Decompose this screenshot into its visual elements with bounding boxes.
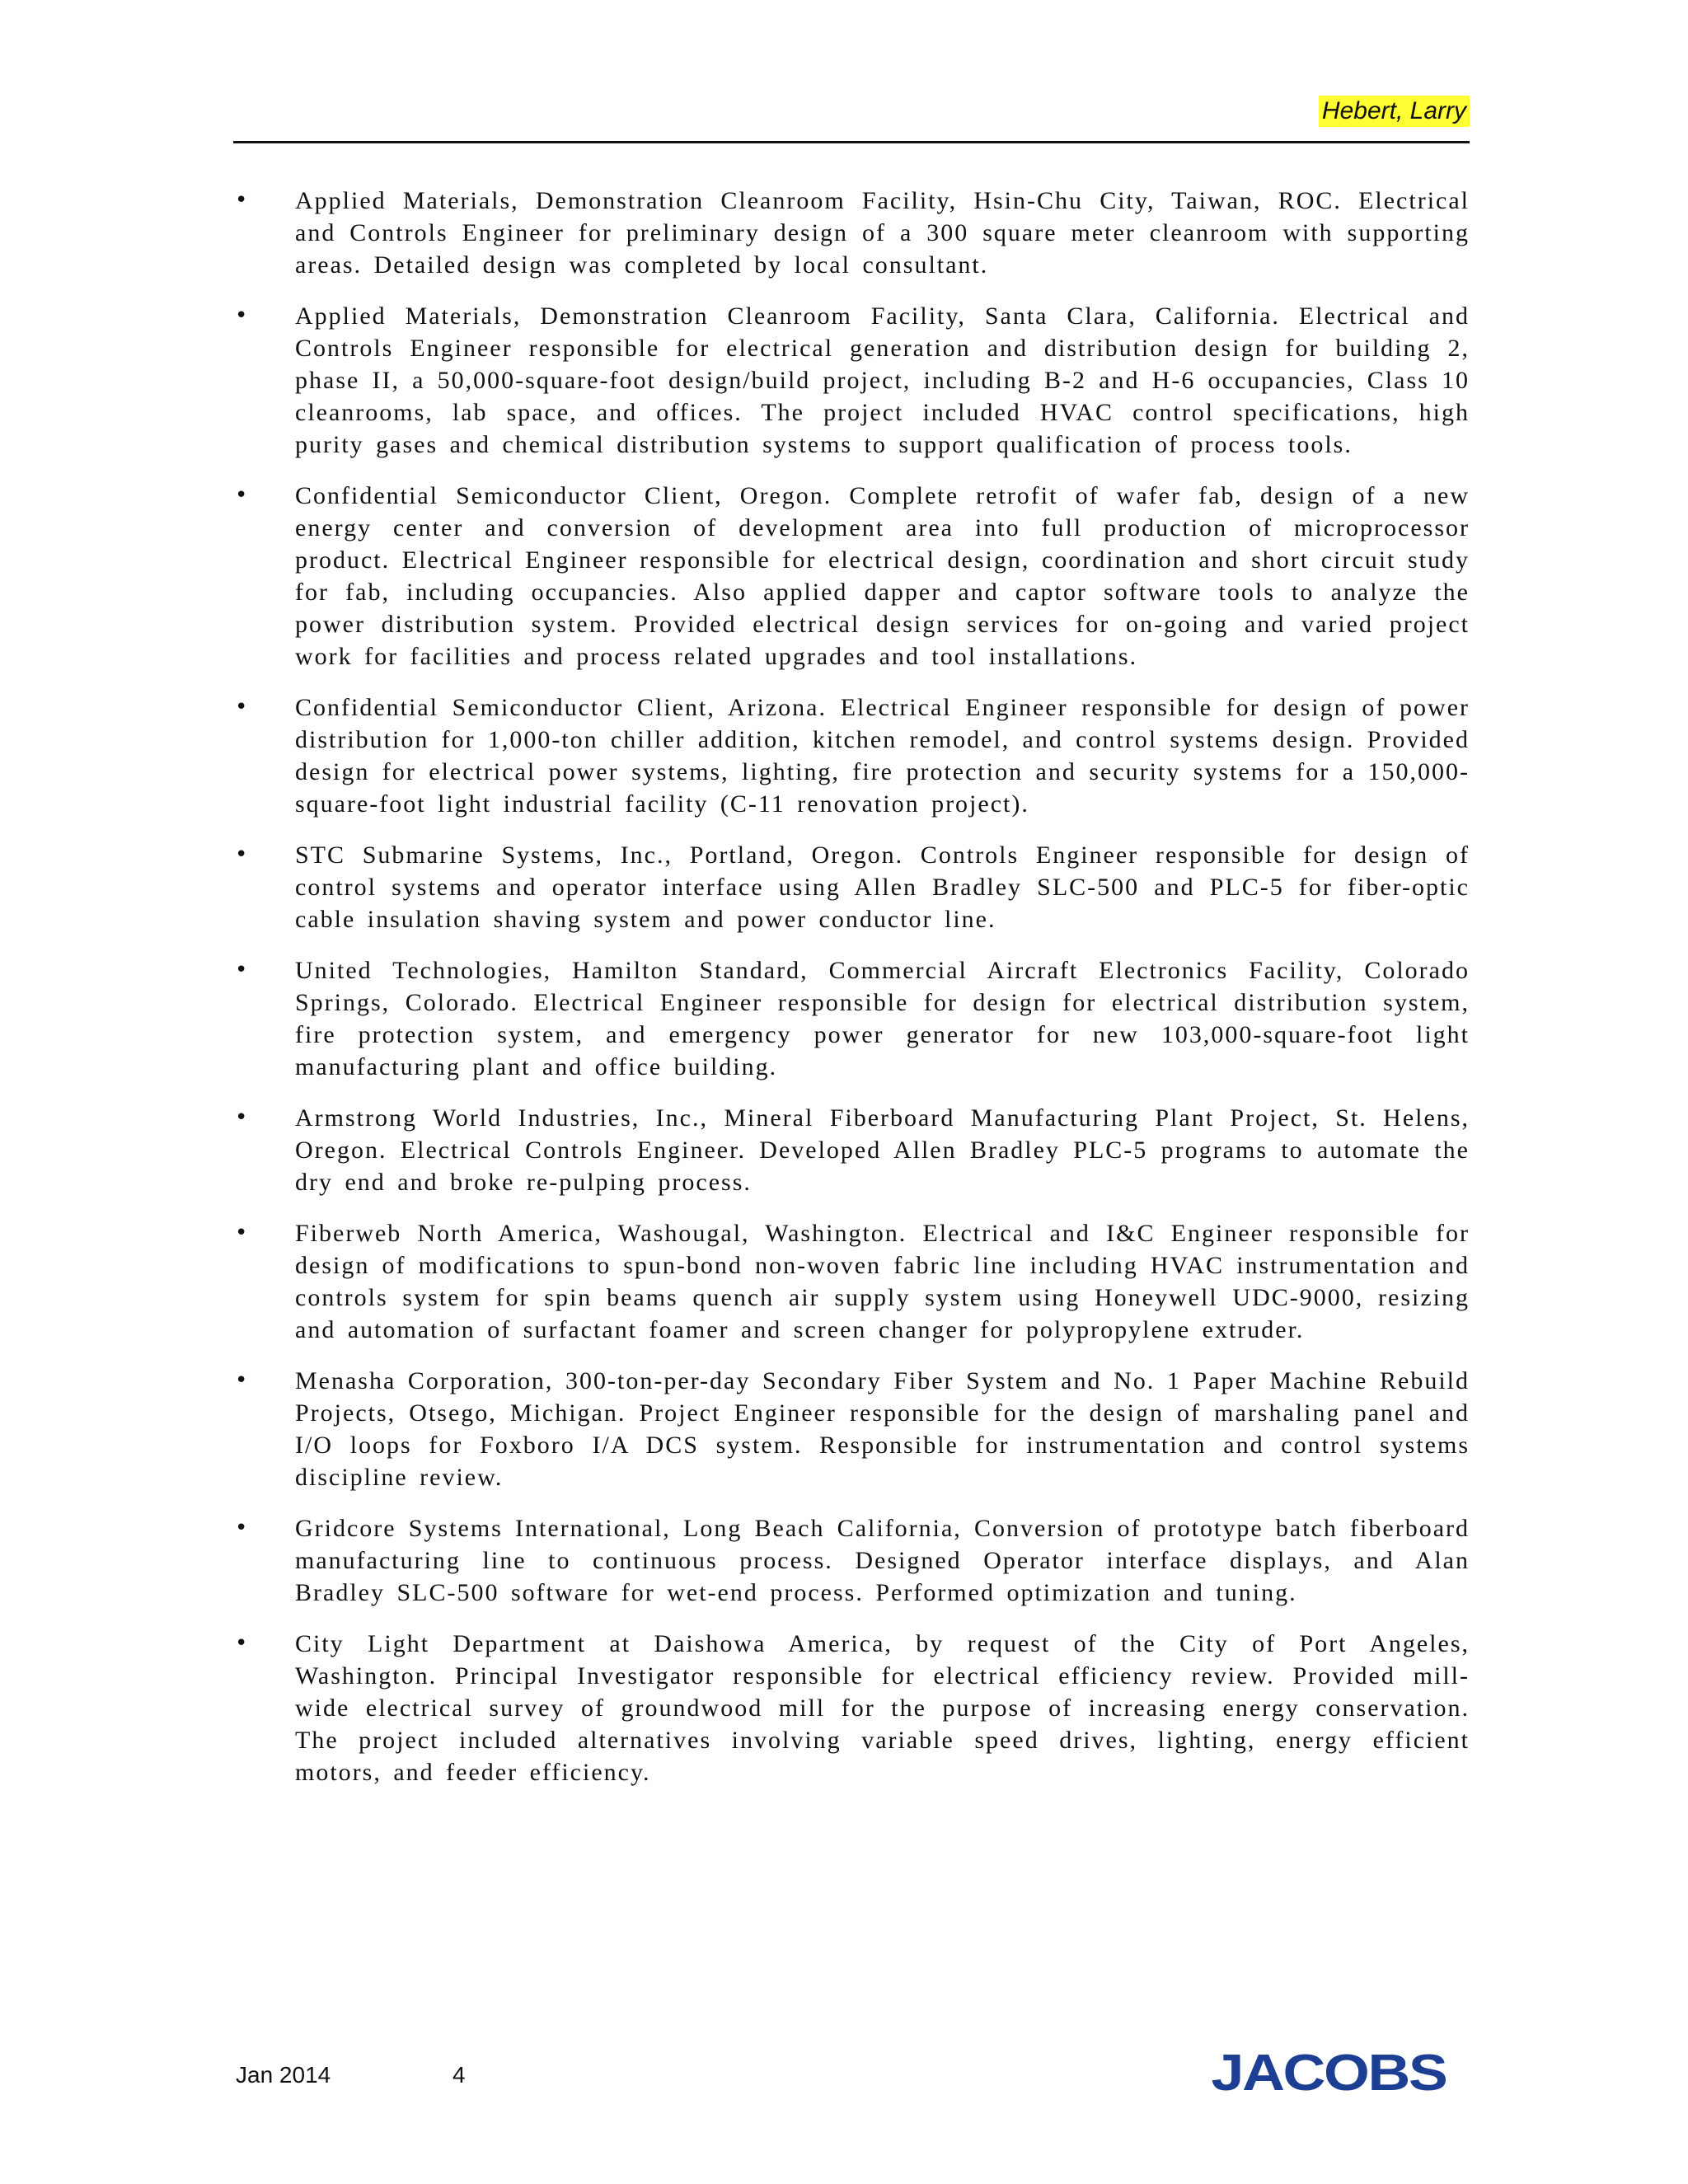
project-entry xyxy=(233,300,1470,461)
bullet-icon: • xyxy=(235,1516,250,1540)
project-entry-text: City Light Department at Daishowa America, by request of the City of Port Angeles, Washington. Principal Investigator responsible for electrical efficiency review. Provided mill-wide electrical survey of groundwood mill for the purpose of increasing energy conservation. The project included alternatives involving variable speed drives, lighting, energy efficient motors, and feeder efficiency. xyxy=(295,1630,1470,1786)
project-entry xyxy=(233,1628,1470,1788)
project-entry xyxy=(233,1512,1470,1609)
project-entry-text: Applied Materials, Demonstration Cleanroom Facility, Santa Clara, California. Electrical and Controls Engineer responsible for electrical generation and distribution design for building 2, phase II, a 50,000-square-foot design/build project, including B-2 and H-6 occupancies, Class 10 cleanrooms, lab space, and offices. The project included HVAC control specifications, high purity gases and chemical distribution systems to support qualification of process tools. xyxy=(295,302,1470,458)
project-entry-text: STC Submarine Systems, Inc., Portland, Oregon. Controls Engineer responsible for design of control systems and operator interface using Allen Bradley SLC-500 and PLC-5 for fiber-optic cable insulation shaving system and power conductor line. xyxy=(295,841,1470,933)
bullet-icon: • xyxy=(235,483,250,508)
bullet-icon: • xyxy=(235,842,250,867)
project-entry xyxy=(233,839,1470,935)
jacobs-logo-text: JACOBS xyxy=(1211,2045,1447,2102)
footer-date: Jan 2014 xyxy=(236,2062,331,2088)
project-entry-text: Applied Materials, Demonstration Cleanroom Facility, Hsin-Chu City, Taiwan, ROC. Electrical and Controls Engineer for preliminary design of a 300 square meter cleanroom with supporting areas. Detailed design was completed by local consultant. xyxy=(295,187,1470,279)
project-entry-text: Armstrong World Industries, Inc., Mineral Fiberboard Manufacturing Plant Project, St. Helens, Oregon. Electrical Controls Engineer. Developed Allen Bradley PLC-5 programs to automate the dry end and broke re-pulping process. xyxy=(295,1104,1470,1196)
jacobs-logo xyxy=(1205,2044,1452,2102)
project-entry xyxy=(233,954,1470,1083)
bullet-icon: • xyxy=(235,1221,250,1245)
bullet-icon: • xyxy=(235,188,250,213)
project-entry xyxy=(233,1102,1470,1198)
project-entry-text: Gridcore Systems International, Long Beach California, Conversion of prototype batch fiberboard manufacturing line to continuous process. Designed Operator interface displays, and Alan Bradley SLC-500 software for wet-end process. Performed optimization and tuning. xyxy=(295,1515,1470,1606)
project-entry-text: Fiberweb North America, Washougal, Washington. Electrical and I&C Engineer responsible for design of modifications to spun-bond non-woven fabric line including HVAC instrumentation and controls system for spin beams quench air supply system using Honeywell UDC-9000, resizing and automation of surfactant foamer and screen changer for polypropylene extruder. xyxy=(295,1220,1470,1343)
project-entry xyxy=(233,691,1470,820)
project-entry-text: Confidential Semiconductor Client, Arizona. Electrical Engineer responsible for design of power distribution for 1,000-ton chiller addition, kitchen remodel, and control systems design. Provided design for electrical power systems, lighting, fire protection and security systems for a 150,000-square-foot light industrial facility (C-11 renovation project). xyxy=(295,694,1470,818)
project-entry xyxy=(233,480,1470,673)
project-entry xyxy=(233,1217,1470,1346)
project-entry-text: Confidential Semiconductor Client, Oregon. Complete retrofit of wafer fab, design of a new energy center and conversion of development area into full production of microprocessor product. Electrical Engineer responsible for electrical design, coordination and short circuit study for fab, including occupancies. Also applied dapper and captor software tools to analyze the power distribution system. Provided electrical design services for on-going and varied project work for facilities and process related upgrades and tool installations. xyxy=(295,482,1470,670)
bullet-icon: • xyxy=(235,695,250,719)
page-number: 4 xyxy=(452,2062,466,2088)
bullet-icon: • xyxy=(235,958,250,982)
bullet-icon: • xyxy=(235,1368,250,1393)
project-entry xyxy=(233,1365,1470,1493)
bullet-icon: • xyxy=(235,1631,250,1656)
project-list xyxy=(233,185,1470,1807)
header-rule xyxy=(233,141,1470,143)
project-entry-text: Menasha Corporation, 300-ton-per-day Secondary Fiber System and No. 1 Paper Machine Rebuild Projects, Otsego, Michigan. Project Engineer responsible for the design of marshaling panel and I/O loops for Foxboro I/A DCS system. Responsible for instrumentation and control systems discipline review. xyxy=(295,1367,1470,1491)
project-entry xyxy=(233,185,1470,281)
project-entry-text: United Technologies, Hamilton Standard, Commercial Aircraft Electronics Facility, Colorado Springs, Colorado. Electrical Engineer responsible for design for electrical distribution system, fire protection system, and emergency power generator for new 103,000-square-foot light manufacturing plant and office building. xyxy=(295,957,1470,1080)
bullet-icon: • xyxy=(235,1105,250,1130)
header-name: Hebert, Larry xyxy=(1319,96,1470,127)
bullet-icon: • xyxy=(235,303,250,328)
